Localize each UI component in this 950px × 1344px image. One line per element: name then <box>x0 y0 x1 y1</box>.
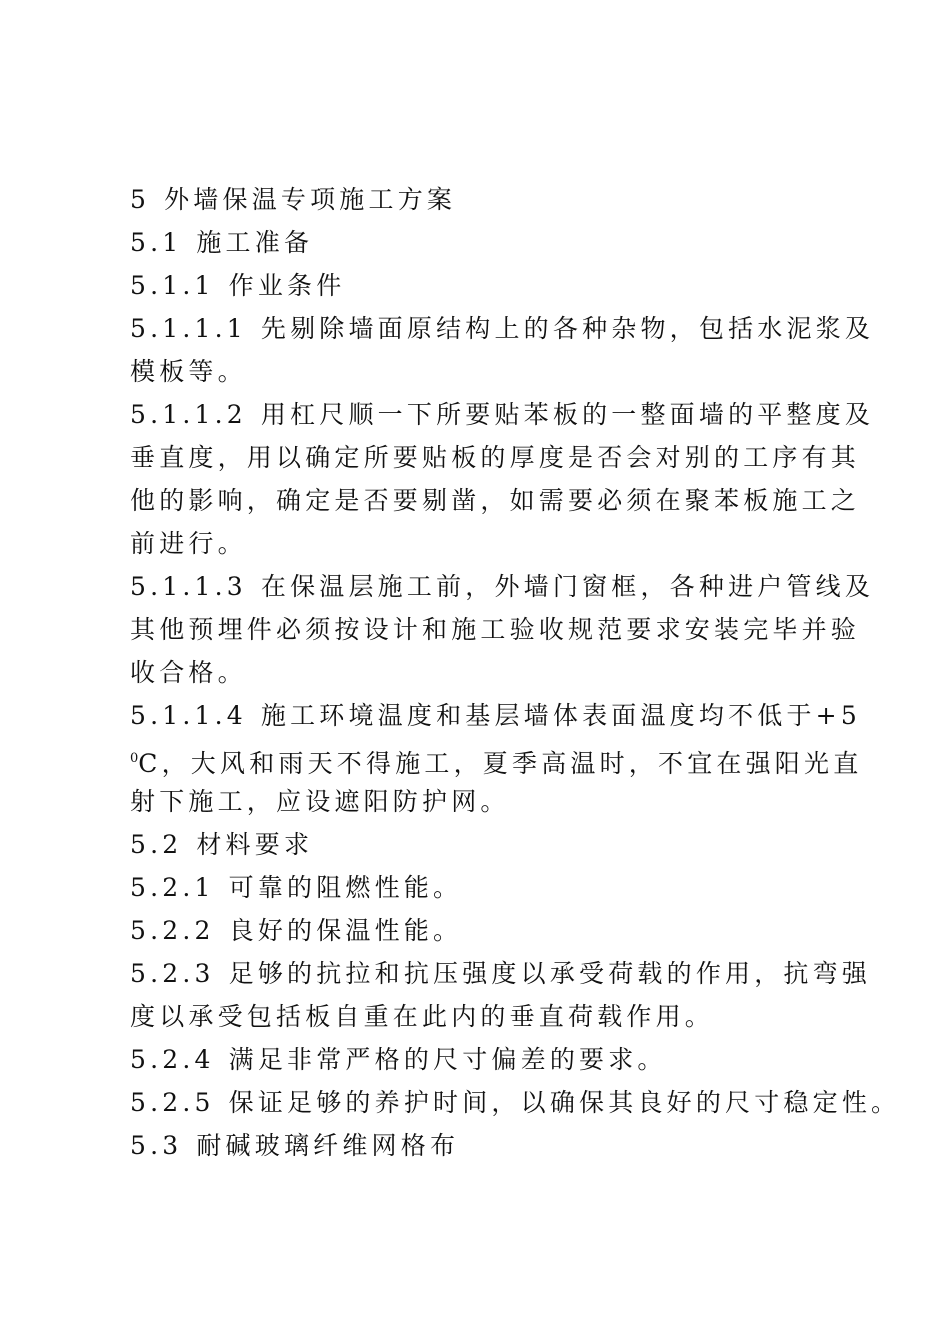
line-text: 作业条件 <box>228 271 346 300</box>
paragraph-line <box>130 479 861 522</box>
paragraph-line <box>130 737 863 780</box>
paragraph-5-2-3 <box>130 952 872 995</box>
paragraph-5-2-5 <box>130 1081 901 1124</box>
heading-5-2 <box>130 823 830 866</box>
line-text: C，大风和雨天不得施工，夏季高温时，不宜在强阳光直 <box>138 749 863 778</box>
line-text: 前进行。 <box>130 529 247 558</box>
section-number: 5.1 <box>130 228 183 257</box>
section-number: 5 <box>130 185 151 214</box>
document-body <box>130 178 901 1167</box>
line-text: 模板等。 <box>130 357 247 386</box>
section-number: 5.2.4 <box>130 1045 215 1074</box>
section-number: 5.3 <box>130 1131 183 1160</box>
paragraph-line <box>130 522 830 565</box>
paragraph-5-2-2 <box>130 909 830 952</box>
section-number: 5.2.3 <box>130 959 215 988</box>
line-text: 施工环境温度和基层墙体表面温度均不低于+5 <box>260 701 861 730</box>
section-number: 5.2.1 <box>130 873 215 902</box>
line-text: 其他预埋件必须按设计和施工验收规范要求安装完毕并验 <box>130 615 861 644</box>
heading-5-1 <box>130 221 830 264</box>
line-text: 他的影响，确定是否要剔凿，如需要必须在聚苯板施工之 <box>130 486 861 515</box>
line-text: 射下施工，应设遮阳防护网。 <box>130 787 510 816</box>
line-text: 垂直度，用以确定所要贴板的厚度是否会对别的工序有其 <box>130 443 861 472</box>
paragraph-5-1-1-2 <box>130 393 875 436</box>
section-number: 5.1.1 <box>130 271 215 300</box>
line-text: 施工准备 <box>196 228 314 257</box>
section-number: 5.1.1.4 <box>130 701 247 730</box>
section-number: 5.2 <box>130 830 183 859</box>
section-number: 5.1.1.3 <box>130 572 247 601</box>
paragraph-line <box>130 436 861 479</box>
line-text: 耐碱玻璃纤维网格布 <box>196 1131 460 1160</box>
paragraph-line <box>130 780 830 823</box>
line-text: 收合格。 <box>130 658 247 687</box>
paragraph-5-1-1-4 <box>130 694 861 737</box>
degree-superscript: 0 <box>130 751 139 766</box>
section-number: 5.2.5 <box>130 1088 215 1117</box>
line-text: 用杠尺顺一下所要贴苯板的一整面墙的平整度及 <box>260 400 875 429</box>
line-text: 满足非常严格的尺寸偏差的要求。 <box>228 1045 667 1074</box>
line-text: 材料要求 <box>196 830 314 859</box>
line-text: 度以承受包括板自重在此内的垂直荷载作用。 <box>130 1002 715 1031</box>
paragraph-5-2-4 <box>130 1038 830 1081</box>
heading-5-3 <box>130 1124 830 1167</box>
section-number: 5.1.1.2 <box>130 400 247 429</box>
line-text: 先剔除墙面原结构上的各种杂物，包括水泥浆及 <box>260 314 875 343</box>
line-text: 在保温层施工前，外墙门窗框，各种进户管线及 <box>260 572 875 601</box>
heading-5-1-1 <box>130 264 830 307</box>
paragraph-line <box>130 350 830 393</box>
line-text: 外墙保温专项施工方案 <box>164 185 457 214</box>
line-text: 足够的抗拉和抗压强度以承受荷载的作用，抗弯强 <box>228 959 872 988</box>
section-number: 5.1.1.1 <box>130 314 247 343</box>
line-text: 良好的保温性能。 <box>228 916 463 945</box>
paragraph-5-1-1-1 <box>130 307 875 350</box>
line-text: 保证足够的养护时间，以确保其良好的尺寸稳定性。 <box>228 1088 901 1117</box>
section-number: 5.2.2 <box>130 916 215 945</box>
paragraph-line <box>130 651 830 694</box>
paragraph-line <box>130 608 861 651</box>
paragraph-line <box>130 995 830 1038</box>
paragraph-5-1-1-3 <box>130 565 875 608</box>
paragraph-5-2-1 <box>130 866 830 909</box>
line-text: 可靠的阻燃性能。 <box>228 873 463 902</box>
heading-5 <box>130 178 830 221</box>
